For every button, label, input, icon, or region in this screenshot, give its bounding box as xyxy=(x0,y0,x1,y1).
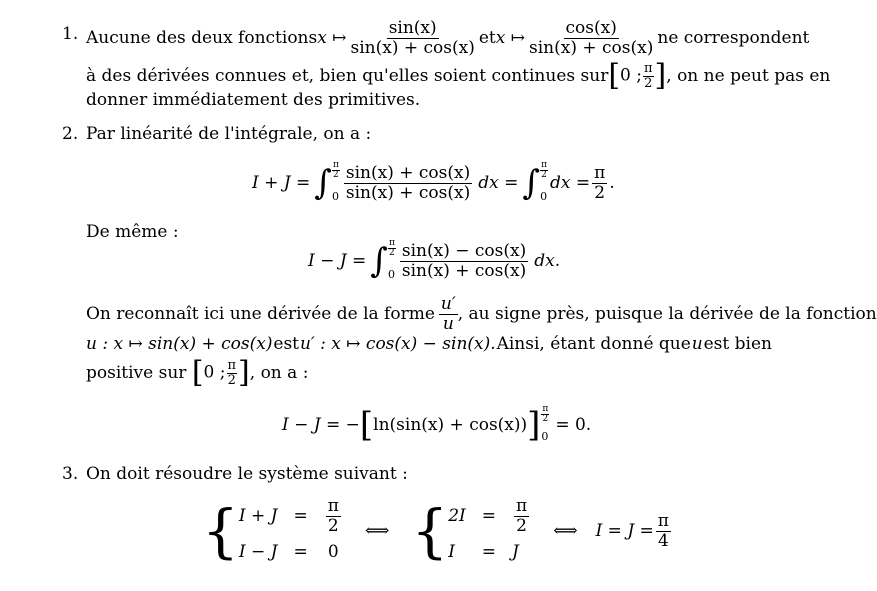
differential: dx = xyxy=(550,172,591,193)
integral-sign: ∫ xyxy=(314,163,332,203)
paragraph-line-1 xyxy=(86,293,877,334)
equivalence-symbol: ⟺ xyxy=(553,520,578,541)
system-cell: I + J xyxy=(238,506,278,527)
equation-i-minus-j xyxy=(308,236,560,286)
bracket-left: [ xyxy=(359,405,374,445)
system-1 xyxy=(239,497,343,564)
bracket-right: ] xyxy=(654,58,667,93)
bracket-right: ] xyxy=(527,405,541,445)
fraction-denominator: sin(x) + cos(x) xyxy=(345,182,471,203)
equation-rhs: = 0. xyxy=(555,414,592,435)
limit-denominator: 2 xyxy=(333,170,339,180)
interval xyxy=(191,355,250,390)
system-2 xyxy=(448,497,531,564)
system-cell: 0 xyxy=(327,541,339,562)
system-cell: = xyxy=(481,541,496,562)
bracket-right: ] xyxy=(238,355,250,390)
fraction-pi-over-2 xyxy=(514,497,529,535)
fraction-denominator: 4 xyxy=(657,530,669,551)
paragraph-line-2 xyxy=(86,332,772,357)
limit-numerator: π xyxy=(332,160,339,170)
fraction-denominator: u xyxy=(442,313,454,334)
upper-limit xyxy=(541,405,549,424)
text-fragment: à des dérivées connues et, bien qu'elles soient continues sur xyxy=(86,65,609,86)
interval xyxy=(608,58,667,93)
text-fragment: et xyxy=(478,27,496,48)
fraction-numerator: π xyxy=(327,496,339,517)
system-cell: J xyxy=(512,541,519,562)
fraction-pi-over-4 xyxy=(656,512,671,550)
fraction-uprime-over-u xyxy=(439,295,458,333)
math-expression: u′ : x ↦ cos(x) − sin(x). xyxy=(299,334,496,354)
item-2-intro: Par linéarité de l'intégrale, on a : xyxy=(86,124,372,144)
differential: dx. xyxy=(534,250,561,271)
item-3-intro: On doit résoudre le système suivant : xyxy=(86,464,408,484)
limit-denominator: 2 xyxy=(542,414,549,424)
system-cell: I − J xyxy=(238,541,278,562)
limit-denominator: 2 xyxy=(389,248,395,258)
system-equivalence xyxy=(202,496,673,566)
integral-limits xyxy=(332,161,340,205)
fraction-numerator: π xyxy=(657,510,669,531)
item-number: 3. xyxy=(62,464,79,484)
equivalence-symbol: ⟺ xyxy=(364,520,390,541)
equation-i-plus-j xyxy=(252,158,615,208)
math-map: x ↦ xyxy=(495,27,526,48)
fraction-denominator: 2 xyxy=(594,182,606,203)
fraction-denominator: sin(x) + cos(x) xyxy=(401,260,527,281)
fraction-denominator: 2 xyxy=(516,516,527,537)
brace-left: { xyxy=(202,497,239,565)
fraction-pi-over-2 xyxy=(326,497,341,535)
fraction-cos-over-sum xyxy=(527,19,655,57)
fraction-pi-over-2 xyxy=(643,62,654,90)
upper-limit xyxy=(540,161,548,180)
item-1-line-1 xyxy=(86,16,810,60)
fraction-denominator: sin(x) + cos(x) xyxy=(529,37,654,58)
fraction-pi-over-2 xyxy=(592,164,607,202)
text-fragment: , on ne peut pas en xyxy=(666,65,831,86)
fraction-sin-over-sum xyxy=(349,19,477,57)
fraction-pi-over-2 xyxy=(227,359,238,387)
integral-limits xyxy=(388,239,396,283)
text-fragment: est bien xyxy=(703,334,772,354)
bracket-left: [ xyxy=(608,58,621,93)
system-cell: I xyxy=(448,541,455,562)
text-fragment: est xyxy=(273,334,300,354)
fraction-numerator: π xyxy=(227,357,237,373)
integrand xyxy=(400,242,528,280)
equation-lhs: I + J = xyxy=(252,172,311,193)
system-cell: = xyxy=(293,541,308,562)
item-1 xyxy=(62,16,831,110)
item-3 xyxy=(62,462,772,582)
text-fragment: , on a : xyxy=(249,362,309,383)
math-variable: u xyxy=(691,334,703,354)
text-fragment: , au signe près, puisque la dérivée de la fonction xyxy=(457,303,877,324)
fraction-numerator: π xyxy=(516,496,528,517)
fraction-numerator: sin(x) + cos(x) xyxy=(345,162,471,183)
log-expression: ln(sin(x) + cos(x)) xyxy=(373,414,528,435)
fraction-denominator: 2 xyxy=(644,75,653,91)
fraction-denominator: 2 xyxy=(327,516,339,537)
equation-lhs: I − J = xyxy=(308,250,367,271)
math-map: x ↦ xyxy=(317,27,347,48)
fraction-numerator: cos(x) xyxy=(565,17,617,38)
fraction-denominator: sin(x) + cos(x) xyxy=(350,37,475,58)
text-fragment: ne correspondent xyxy=(657,27,810,48)
item-2 xyxy=(62,122,877,452)
lower-limit: 0 xyxy=(540,190,548,204)
equation-lhs: I − J = − xyxy=(282,414,360,435)
item-number: 2. xyxy=(62,124,79,144)
brace-left: { xyxy=(411,497,449,565)
text-fragment: On reconnaît ici une dérivée de la forme xyxy=(86,303,435,324)
limit-numerator: π xyxy=(542,404,549,414)
integral-sign: ∫ xyxy=(370,241,388,281)
fraction-numerator: sin(x) xyxy=(388,17,437,38)
system-cell: = xyxy=(481,506,496,527)
item-1-line-3: donner immédiatement des primitives. xyxy=(86,90,421,110)
fraction-numerator: sin(x) − cos(x) xyxy=(401,240,527,261)
limit-numerator: π xyxy=(541,160,547,170)
fraction-numerator: u′ xyxy=(440,293,456,314)
fraction-denominator: 2 xyxy=(227,372,236,388)
lower-limit: 0 xyxy=(541,430,549,444)
text-fragment: Aucune des deux fonctions xyxy=(86,27,318,48)
period: . xyxy=(609,172,615,193)
interval-start: 0 ; xyxy=(203,362,226,383)
upper-limit xyxy=(332,161,340,180)
system-cell: = xyxy=(293,506,308,527)
integral-limits xyxy=(540,161,548,205)
limit-numerator: π xyxy=(388,238,395,248)
system-cell: 2I xyxy=(448,506,466,527)
integral-sign: ∫ xyxy=(522,163,541,203)
equation-log-eval xyxy=(282,402,591,448)
item-number: 1. xyxy=(62,24,79,44)
text-fragment: positive sur xyxy=(86,362,187,383)
differential: dx = xyxy=(478,172,519,193)
text-fragment: Ainsi, étant donné que xyxy=(496,334,691,354)
paragraph-line-3 xyxy=(86,356,308,390)
math-expression: u : x ↦ sin(x) + cos(x) xyxy=(86,334,273,354)
final-result: I = J = xyxy=(595,520,654,541)
fraction-numerator: π xyxy=(594,162,606,183)
interval-start: 0 ; xyxy=(620,65,642,86)
lower-limit: 0 xyxy=(387,268,395,282)
fraction-numerator: π xyxy=(644,60,653,76)
de-meme-label: De même : xyxy=(86,222,179,242)
lower-limit: 0 xyxy=(331,190,339,204)
evaluation-limits xyxy=(541,405,549,445)
integrand xyxy=(344,164,472,202)
limit-denominator: 2 xyxy=(541,170,547,180)
bracket-left: [ xyxy=(191,355,204,390)
upper-limit xyxy=(388,239,396,258)
